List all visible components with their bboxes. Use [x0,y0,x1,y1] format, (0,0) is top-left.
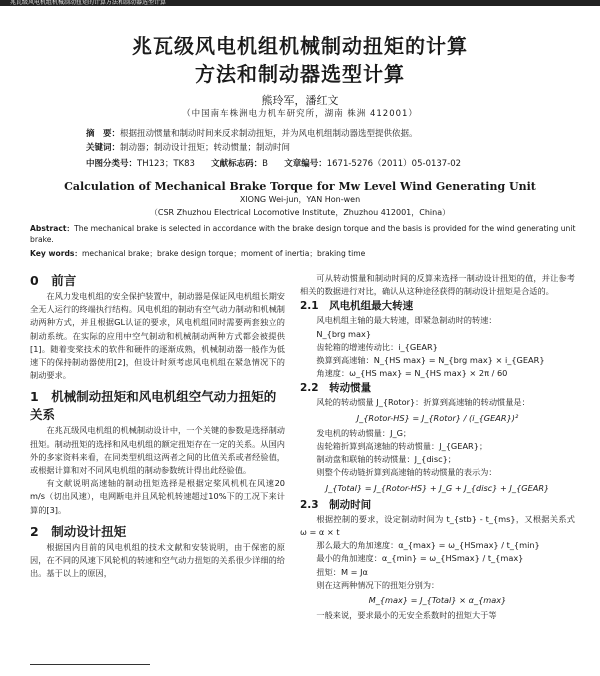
generator-inertia-line: 发电机的转动惯量：J_G； [316,427,412,438]
clc-value: TH123；TK83 [137,159,195,169]
torque-cases-intro: 则在这两种情况下的扭矩分别为： [316,579,440,590]
abstract-cn [86,128,536,140]
total-inertia-equation: J_{Total} = J_{Rotor-HS} + J_G + J_{disc} + J_{GEAR} [325,482,550,493]
abstract-en [30,223,580,245]
section-2-3-tail: 一般来说，要求最小的无安全系数时的扭矩大于等 [316,610,497,621]
torque-line: 扭矩：M = Jα [316,566,368,577]
gearbox-inertia-line: 齿轮箱折算到高速轴的转动惯量：J_{GEAR}； [316,441,488,452]
abstract-en-label: Abstract： [30,224,75,233]
code-value: B [262,159,268,169]
title-cn-line1: 兆瓦级风电机组机械制动扭矩的计算 [132,34,468,58]
running-head: 兆瓦级风电机组机械制动扭矩的计算方法和制动器选型计算 [10,0,167,6]
angular-speed-equation: 角速度：ω_{HS max} = N_{HS max} × 2π / 60 [316,368,508,379]
max-torque-equation: M_{max} = J_{Total} × α_{max} [368,595,507,606]
hs-speed-equation: 换算到高速轴：N_{HS max} = N_{brg max} × i_{GEAR} [316,355,545,366]
keywords-cn [86,142,536,154]
section-2-3-heading: 2.3 制动时间 [300,498,372,511]
keywords-en-label: Key words： [30,249,83,258]
affiliation-en: （CSR Zhuzhou Electrical Locomotive Institute，Zhuzhou 412001，China） [149,208,451,217]
gear-ratio-line: 齿轮箱的增速传动比：i_{GEAR} [316,341,438,352]
rotor-inertia-line: 风轮的转动惯量 J_{Rotor}：折算到高速轴的转动惯量是： [316,397,530,408]
keywords-cn-text: 制动器；制动设计扭矩；转动惯量；制动时间 [120,143,291,153]
section-2-2-heading: 2.2 转动惯量 [300,382,372,395]
keywords-en [30,248,580,259]
abstract-cn-text: 根据扭动惯量和制动时间来反求制动扭矩，并为风电机组制动器选型提供依据。 [120,129,418,139]
keywords-en-text: mechanical brake；brake design torque；moment of inertia；braking time [82,249,366,258]
section-1-paragraph-1: 在兆瓦级风电机组的机械制动设计中，一个关键的参数是选择制动扭矩。制动扭矩的选择和风电机组的额定扭矩存在一定的关系。从国内外的多家资料来看，在同类型机组这两者之间的比值关系或者经验值，或根据计算和对不同风电机组的制动参数统计得出此经验值。 [30,425,285,476]
section-2-paragraph: 根据国内目前的风电机组的技术文献和安装说明，由于保密的原因，在不同的风速下风轮机的转速和空气动力扭矩的关系很少详细的给出。基于以上的原因， [30,541,285,579]
section-1-paragraph-2: 有文献说明高速轴的制动扭矩选择是根据定桨风机机在风速20 m/s（切出风速），电网断电并且风轮机转速超过10%下的工况下来计算的[3]。 [30,478,285,515]
keywords-cn-label: 关键词： [86,143,121,153]
section-1-heading: 1 机械制动扭矩和风电机组空气动力扭矩的关系 [30,389,277,423]
abstract-cn-label: 摘 要： [86,129,121,139]
section-2-3-paragraph: 根据控制的要求，设定制动时间为 t_{stb} - t_{ms}，又根据关系式 ω = α × t [300,513,575,538]
rotor-hs-inertia-equation: J_{Rotor-HS} = J_{Rotor} / (i_{GEAR})² [356,412,519,423]
authors-cn: 熊玲军，潘红文 [261,94,339,107]
article-id-label: 文章编号： [284,159,327,169]
footnote-divider [30,664,150,665]
right-column [300,272,575,622]
authors-en: XIONG Wei-jun，YAN Hon-wen [239,195,361,204]
section-0-heading: 0 前言 [30,273,77,288]
right-intro-paragraph: 可从转动惯量和制动时间的反算来选择一制动设计扭矩的值，并让参考相关的数据进行对比，确认从这种途径获得的制动设计扭矩是合适的。 [300,273,575,297]
max-speed-symbol: N_{brg max} [316,328,372,339]
section-2-1-paragraph: 风电机组主轴的最大转速，即紧急制动时的转速： [316,315,497,326]
clc-label: 中图分类号： [86,159,138,169]
running-head-bar [0,0,600,6]
max-accel-line: 那么最大的角加速度：α_{max} = ω_{HSmax} / t_{min} [316,540,540,551]
section-0-paragraph: 在风力发电机组的安全保护装置中，制动器是保证风电机组长期安全无人运行的终端执行结构。风电机组的制动有空气动力制动和机械制动两种方式，并且根据GL认证的要求，风电机组同时需要两套独立的制动系统。在实际的应用中空气制动和机械制动两种方式都会被提供[1]。随着变桨技术的软件和硬件的逐渐成熟，机械制动器一般作为低速下的保持制动器使用[2]，但设计时须考虑风电机组在紧急情况下的制动要求。 [30,291,285,381]
total-inertia-intro: 则整个传动链折算到高速轴的转动惯量的表示为： [316,467,497,478]
code-label: 文献标志码： [211,159,263,169]
disc-inertia-line: 制动盘和联轴的转动惯量：J_{disc}； [316,454,456,465]
left-column [30,272,285,580]
affiliation-cn: （中国南车株洲电力机车研究所，湖南 株洲 412001） [182,109,418,119]
article-id-value: 1671-5276（2011）05-0137-02 [326,159,462,169]
classification-meta [86,157,546,169]
section-2-1-heading: 2.1 风电机组最大转速 [300,300,414,313]
title-cn-line2: 方法和制动器选型计算 [195,62,405,86]
title-en: Calculation of Mechanical Brake Torque for Mw Level Wind Generating Unit [64,180,536,193]
abstract-en-text: The mechanical brake is selected in accordance with the brake design torque and the basis is provided for the wind generating unit brake. [30,224,576,244]
section-2-heading: 2 制动设计扭矩 [30,523,127,539]
min-accel-line: 最小的角加速度：α_{min} = ω_{HSmax} / t_{max} [316,553,524,564]
